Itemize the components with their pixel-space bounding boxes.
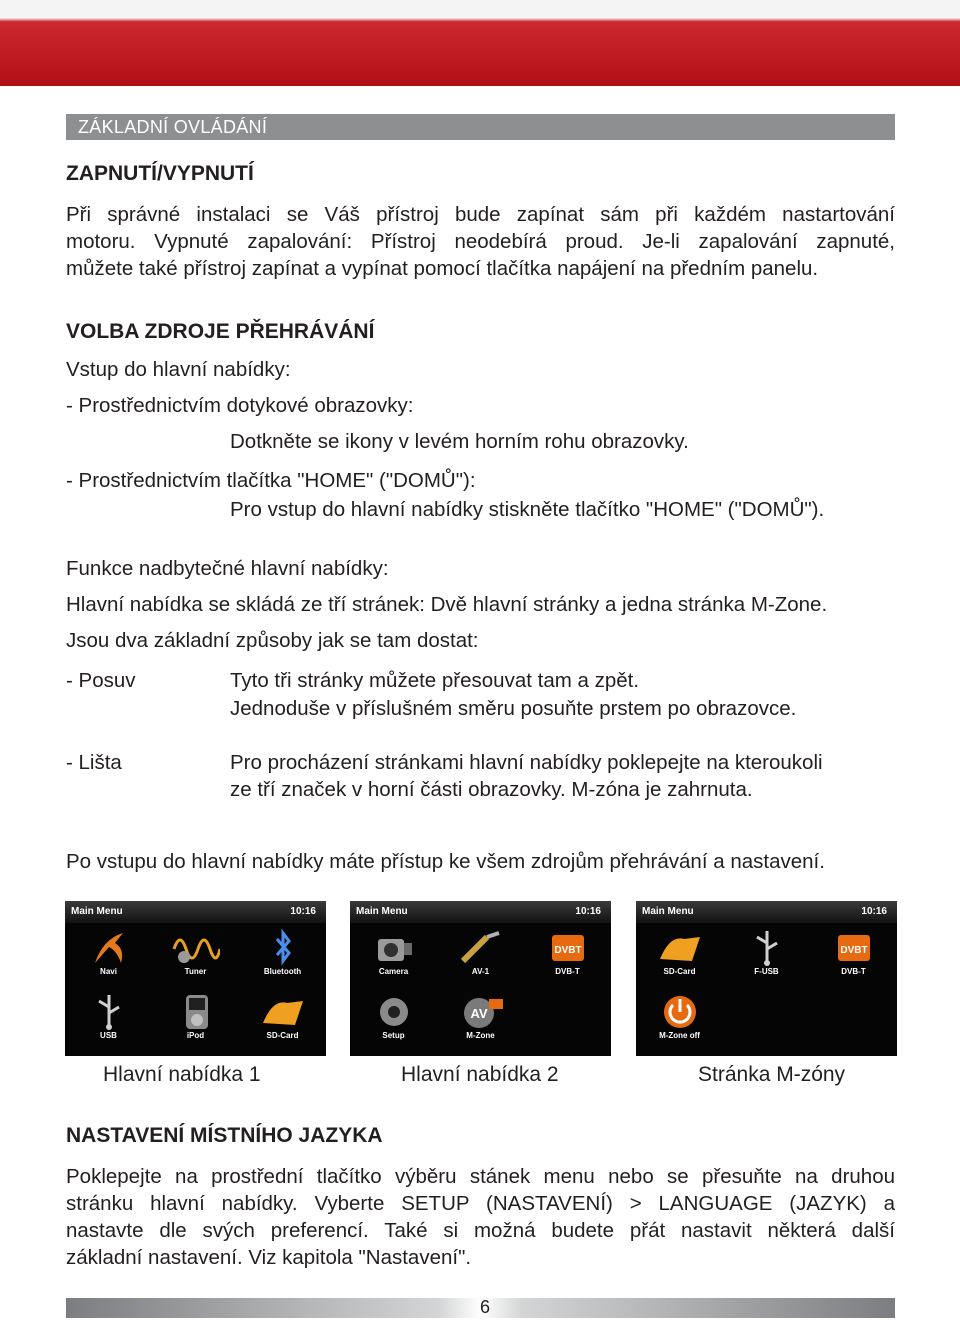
touch-label: - Prostřednictvím dotykové obrazovky: xyxy=(66,394,414,417)
screen-time: 10:16 xyxy=(575,906,601,917)
swipe-line-2: Jednoduše v příslušném směru posuňte prstem po obrazovce. xyxy=(230,697,797,720)
entry-text: Vstup do hlavní nabídky: xyxy=(66,358,291,381)
touch-text: Dotkněte se ikony v levém horním rohu obrazovky. xyxy=(230,430,689,453)
screen-time: 10:16 xyxy=(861,906,887,917)
source-heading: VOLBA ZDROJE PŘEHRÁVÁNÍ xyxy=(66,320,375,343)
bar-line-2: ze tří značek v horní části obrazovky. M-zóna je zahrnuta. xyxy=(230,778,753,801)
usb-icon: F-USB xyxy=(723,925,810,987)
power-icon: M-Zone off xyxy=(636,989,723,1051)
language-paragraph xyxy=(66,1163,895,1271)
home-text: Pro vstup do hlavní nabídky stiskněte tlačítko "HOME" ("DOMŮ"). xyxy=(230,498,825,521)
access-text: Po vstupu do hlavní nabídky máte přístup ke všem zdrojům přehrávání a nastavení. xyxy=(66,850,825,873)
gear-icon: Setup xyxy=(350,989,437,1051)
mzone-screenshot xyxy=(636,901,897,1056)
av-mzone-icon: AV M-Zone xyxy=(437,989,524,1051)
bar-label: - Lišta xyxy=(66,751,122,774)
usb-icon: USB xyxy=(65,989,152,1051)
screen-time: 10:16 xyxy=(290,906,316,917)
screen-title: Main Menu xyxy=(642,906,694,917)
language-line-1: Poklepejte na prostřední tlačítko výběru stánek menu nebo se přesuňte na druhou xyxy=(66,1165,895,1188)
main-menu-screenshot-1 xyxy=(65,901,326,1056)
caption-mzone: Stránka M-zóny xyxy=(698,1063,846,1086)
caption-main-menu-2: Hlavní nabídka 2 xyxy=(401,1063,559,1086)
radio-wave-icon: Tuner xyxy=(152,925,239,987)
sd-card-icon: SD-Card xyxy=(239,989,326,1051)
caption-main-menu-1: Hlavní nabídka 1 xyxy=(103,1063,261,1086)
language-line-4: základní nastavení. Viz kapitola "Nastavení". xyxy=(66,1246,472,1269)
dvb-t-icon: DVBT DVB-T xyxy=(810,925,897,987)
page-number: 6 xyxy=(479,1297,490,1317)
screen-title: Main Menu xyxy=(356,906,408,917)
home-label: - Prostřednictvím tlačítka "HOME" ("DOMŮ"): xyxy=(66,469,476,492)
camera-icon: Camera xyxy=(350,925,437,987)
power-line-3: můžete také přístroj zapínat a vypínat pomocí tlačítka napájení na předním panelu. xyxy=(66,257,819,280)
av-cable-icon: AV-1 xyxy=(437,925,524,987)
ways-text: Jsou dva základní způsoby jak se tam dostat: xyxy=(66,629,479,652)
bar-line-1: Pro procházení stránkami hlavní nabídky poklepejte na kteroukoli xyxy=(230,751,823,774)
main-menu-screenshot-2 xyxy=(350,901,611,1056)
svg-text:DVBT: DVBT xyxy=(553,945,582,956)
screen-title: Main Menu xyxy=(71,906,123,917)
functions-text: Funkce nadbytečné hlavní nabídky: xyxy=(66,557,389,580)
swipe-label: - Posuv xyxy=(66,669,136,692)
power-line-1: Při správné instalaci se Váš přístroj bude zapínat sám při každém nastartování xyxy=(66,203,895,226)
language-heading: NASTAVENÍ MÍSTNÍHO JAZYKA xyxy=(66,1124,383,1147)
language-line-3: nastavte dle svých preferencí. Také si možná budete přát nastavit některá další xyxy=(66,1219,895,1242)
ipod-icon: iPod xyxy=(152,989,239,1051)
power-heading: ZAPNUTÍ/VYPNUTÍ xyxy=(66,162,254,185)
navigation-arrow-icon: Navi xyxy=(65,925,152,987)
svg-text:DVBT: DVBT xyxy=(839,945,868,956)
dvb-t-icon: DVBT DVB-T xyxy=(524,925,611,987)
header-banner xyxy=(0,0,960,86)
power-paragraph xyxy=(66,201,895,282)
power-line-2: motoru. Vypnuté zapalování: Přístroj neodebírá proud. Je-li zapalování zapnuté, xyxy=(66,230,895,253)
bluetooth-icon: Bluetooth xyxy=(239,925,326,987)
section-title-bar: ZÁKLADNÍ OVLÁDÁNÍ xyxy=(66,114,895,140)
sd-card-icon: SD-Card xyxy=(636,925,723,987)
pages-text: Hlavní nabídka se skládá ze tří stránek: Dvě hlavní stránky a jedna stránka M-Zone. xyxy=(66,593,828,616)
language-line-2: stránku hlavní nabídky. Vyberte SETUP (NASTAVENÍ) > LANGUAGE (JAZYK) a xyxy=(66,1192,895,1215)
swipe-line-1: Tyto tři stránky můžete přesouvat tam a zpět. xyxy=(230,669,640,692)
svg-text:AV: AV xyxy=(469,1006,488,1021)
